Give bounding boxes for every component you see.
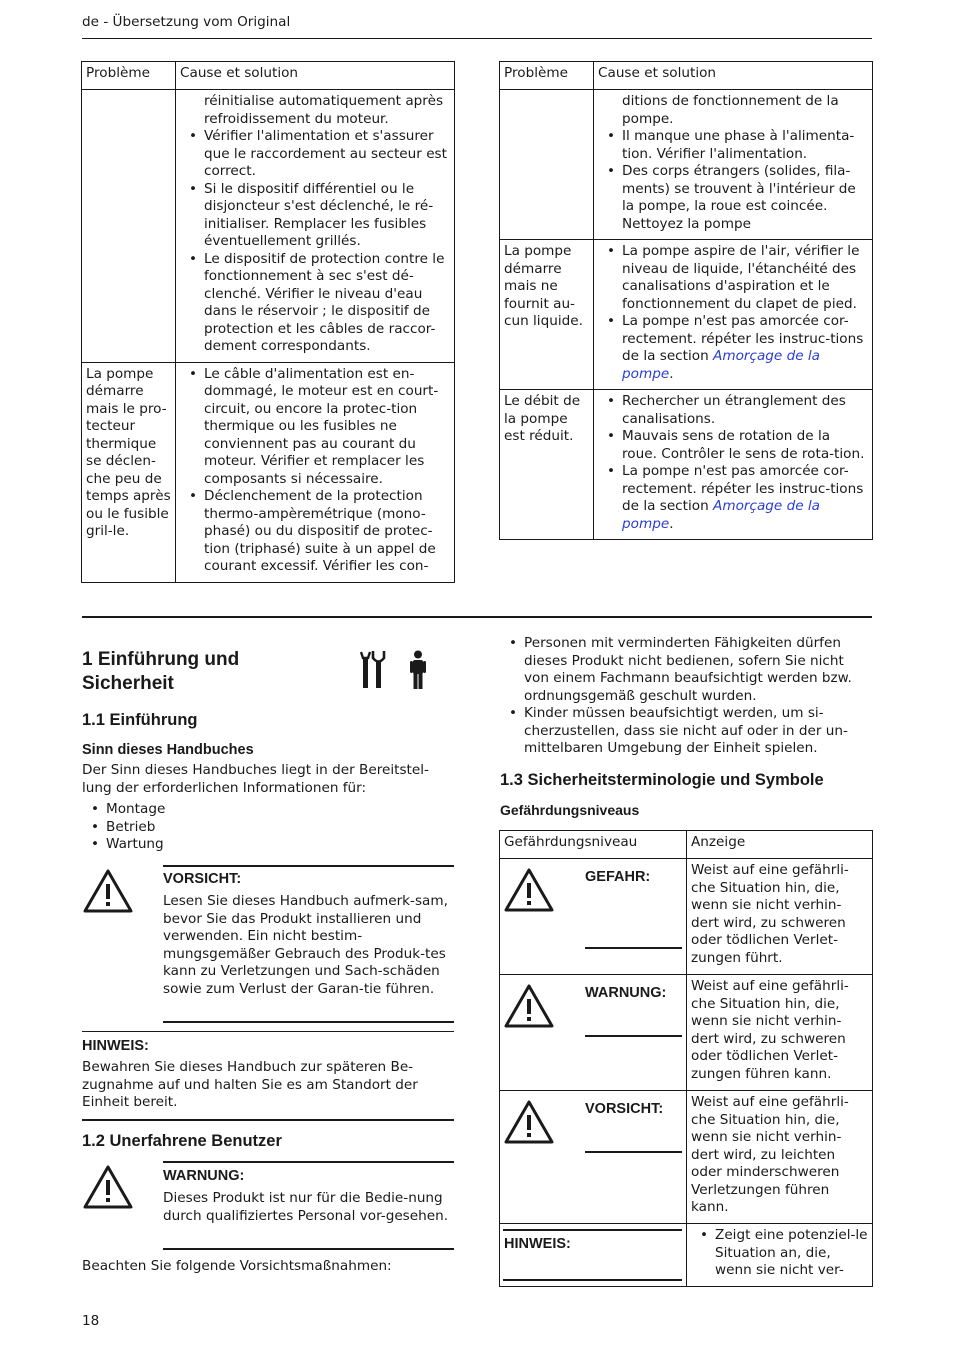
level-rule xyxy=(585,1035,682,1037)
level-cell xyxy=(500,1224,687,1287)
troubleshooting-table-right xyxy=(499,61,873,540)
list-item: • Déclenchement de la protection thermo-ampèremétrique (mono-phasé) ou du dispositif de protec-tion (triphasé) suite à un appel de courant excessif. Vérifier les con- xyxy=(180,488,450,576)
list-item-text: La pompe n'est pas amorcée cor-rectement. répéter les instruc-tions de la section xyxy=(622,313,864,364)
level-rule xyxy=(503,1229,682,1231)
table-row xyxy=(500,859,873,975)
notice-bottom-rule xyxy=(82,1119,454,1121)
cause-list xyxy=(598,243,868,383)
level-label: WARNUNG: xyxy=(585,985,667,1001)
level-description-list xyxy=(691,1227,868,1280)
level-rule xyxy=(585,1151,682,1153)
level-label: HINWEIS: xyxy=(504,1236,571,1252)
subsection-title: 1.1 Einführung xyxy=(82,711,198,729)
warning-top-rule xyxy=(163,1161,454,1163)
level-cell xyxy=(500,975,687,1091)
notice-text: Bewahren Sie dieses Handbuch zur späteren Be-zugnahme auf und halten Sie es am Standort der Einheit bereit. xyxy=(82,1059,418,1110)
section-title-line: 1 Einführung und xyxy=(82,649,240,670)
warning-triangle-icon xyxy=(82,868,134,914)
list-item-end: . xyxy=(669,515,674,532)
body-text: Der Sinn dieses Handbuches liegt in der Bereitstel-lung der erforderlichen Informationen für: xyxy=(82,762,429,796)
list-item: • Kinder müssen beaufsichtigt werden, um si-cherzustellen, dass sie nicht auf oder in der un-mittelbaren Umgebung der Einheit spielen. xyxy=(500,705,872,758)
subsubsection-title: Gefährdungsniveaus xyxy=(500,802,640,818)
list-item: • Mauvais sens de rotation de la roue. Contrôler le sens de rota-tion. xyxy=(598,428,868,463)
caution-bottom-rule xyxy=(163,1021,454,1023)
warning-triangle-icon xyxy=(503,983,555,1029)
warning-triangle-icon xyxy=(82,1164,134,1210)
purpose-list xyxy=(82,801,382,854)
list-item-text: La pompe n'est pas amorcée cor-rectement. répéter les instruc-tions de la section xyxy=(622,463,864,514)
list-item: • Betrieb xyxy=(82,819,382,837)
list-item xyxy=(598,313,868,383)
section-title xyxy=(82,648,239,696)
list-item: ditions de fonctionnement de la pompe. xyxy=(622,93,839,127)
list-item: • Zeigt eine potenziel-le Situation an, die, wenn sie nicht ver- xyxy=(691,1227,868,1280)
section-title-line: Sicherheit xyxy=(82,673,174,694)
col-header-cause: Cause et solution xyxy=(594,62,873,90)
list-item: • Montage xyxy=(82,801,382,819)
person-icon xyxy=(405,650,431,690)
problem-cell: La pompe démarre mais ne fournit au-cun liquide. xyxy=(500,240,594,390)
level-cell xyxy=(500,859,687,975)
table-row xyxy=(82,362,455,582)
table-row xyxy=(500,1091,873,1224)
body-text: Beachten Sie folgende Vorsichtsmaßnahmen: xyxy=(82,1258,392,1274)
warning-triangle-icon xyxy=(503,867,555,913)
warning-label: WARNUNG: xyxy=(163,1168,245,1184)
notice-label: HINWEIS: xyxy=(82,1038,149,1054)
level-rule xyxy=(503,1279,682,1281)
table-row xyxy=(82,90,455,363)
list-item: • Le dispositif de protection contre le fonctionnement à sec s'est dé-clenché. Vérifier le niveau d'eau dans le réservoir ; le dispositif de protection et les câbles de raccor-dement correspondants. xyxy=(180,251,450,356)
col-header-cause: Cause et solution xyxy=(176,62,455,90)
problem-cell xyxy=(82,90,176,363)
warning-triangle-icon xyxy=(503,1099,555,1145)
cause-list xyxy=(598,93,868,233)
col-header-level: Gefährdungsniveau xyxy=(500,831,687,859)
subsection-title: 1.2 Unerfahrene Benutzer xyxy=(82,1132,282,1150)
subsection-title: 1.3 Sicherheitsterminologie und Symbole xyxy=(500,771,824,789)
list-item: • Personen mit verminderten Fähigkeiten dürfen dieses Produkt nicht bedienen, sofern Sie nicht von einem Fachmann beaufsichtigt werden bzw. ordnungsgemäß geschult wurden. xyxy=(500,635,872,705)
list-item: • Des corps étrangers (solides, fila-ments) se trouvent à l'intérieur de la pompe, la roue est coincée. Nettoyez la pompe xyxy=(598,163,868,233)
list-item: • Rechercher un étranglement des canalisations. xyxy=(598,393,868,428)
level-rule xyxy=(585,947,682,949)
table-row xyxy=(500,975,873,1091)
list-item: • La pompe aspire de l'air, vérifier le niveau de liquide, l'étanchéité des canalisations d'aspiration et le fonctionnement du clapet de pied. xyxy=(598,243,868,313)
col-header-problem: Problème xyxy=(82,62,176,90)
list-item: • Il manque une phase à l'alimenta-tion. Vérifier l'alimentation. xyxy=(598,128,868,163)
problem-cell: Le débit de la pompe est réduit. xyxy=(500,390,594,540)
subsubsection-title: Sinn dieses Handbuches xyxy=(82,742,254,758)
list-item: • Si le dispositif différentiel ou le disjoncteur s'est déclenché, le ré-initialiser. Remplacer les fusibles éventuellement grillés. xyxy=(180,181,450,251)
table-row xyxy=(500,390,873,540)
document-header: de - Übersetzung vom Original xyxy=(82,14,291,30)
caution-text: Lesen Sie dieses Handbuch aufmerk-sam, bevor Sie das Produkt installieren und verwenden. Ein nicht bestim-mungsgemäßer Gebrauch des Produk-tes kann zu Verletzungen und Sach-schäden sowie zum Verlust der Garan-tie führen. xyxy=(163,893,448,997)
list-item: réinitialise automatiquement après refroidissement du moteur. xyxy=(204,93,444,127)
list-item: • Wartung xyxy=(82,836,382,854)
header-rule xyxy=(82,38,872,39)
list-item: • Vérifier l'alimentation et s'assurer que le raccordement au secteur est correct. xyxy=(180,128,450,181)
problem-cell xyxy=(500,90,594,240)
list-item: • Le câble d'alimentation est en-dommagé, le moteur est en court-circuit, ou encore la protec-tion thermique ou les fusibles ne conviennent pas au courant du moteur. Vérifier et remplacer les composants si nécessaire. xyxy=(180,366,450,489)
precautions-list xyxy=(500,635,872,758)
level-label: GEFAHR: xyxy=(585,869,651,885)
warning-bottom-rule xyxy=(163,1248,454,1250)
cause-list xyxy=(180,366,450,576)
level-description: Weist auf eine gefährli-che Situation hin, die, wenn sie nicht verhin-dert wird, zu schweren oder tödlichen Verlet-zungen führen kann. xyxy=(687,975,873,1091)
caution-top-rule xyxy=(163,865,454,867)
tools-icon xyxy=(360,650,386,690)
level-label: VORSICHT: xyxy=(585,1101,664,1117)
list-item-end: . xyxy=(669,365,674,382)
troubleshooting-table-left xyxy=(81,61,455,583)
warning-text: Dieses Produkt ist nur für die Bedie-nung durch qualifiziertes Personal vor-gesehen. xyxy=(163,1190,449,1224)
hazard-levels-table xyxy=(499,830,873,1287)
page-number: 18 xyxy=(82,1313,100,1329)
level-cell xyxy=(500,1091,687,1224)
section-rule xyxy=(82,616,872,618)
link-amorcage[interactable]: Amorçage de la pompe xyxy=(622,348,821,382)
table-row xyxy=(500,1224,873,1287)
col-header-problem: Problème xyxy=(500,62,594,90)
col-header-indication: Anzeige xyxy=(687,831,873,859)
level-description: Weist auf eine gefährli-che Situation hin, die, wenn sie nicht verhin-dert wird, zu schweren oder tödlichen Verlet-zungen führt. xyxy=(687,859,873,975)
notice-top-rule xyxy=(82,1031,454,1032)
table-row xyxy=(500,240,873,390)
caution-label: VORSICHT: xyxy=(163,871,242,887)
cause-list xyxy=(180,93,450,356)
level-description: Weist auf eine gefährli-che Situation hin, die, wenn sie nicht verhin-dert wird, zu leichten oder minderschweren Verletzungen führen kann. xyxy=(687,1091,873,1224)
table-row xyxy=(500,90,873,240)
list-item xyxy=(598,463,868,533)
problem-cell: La pompe démarre mais le pro-tecteur thermique se déclen-che peu de temps après ou le fusible gril-le. xyxy=(82,362,176,582)
link-amorcage[interactable]: Amorçage de la pompe xyxy=(622,498,821,532)
cause-list xyxy=(598,393,868,533)
